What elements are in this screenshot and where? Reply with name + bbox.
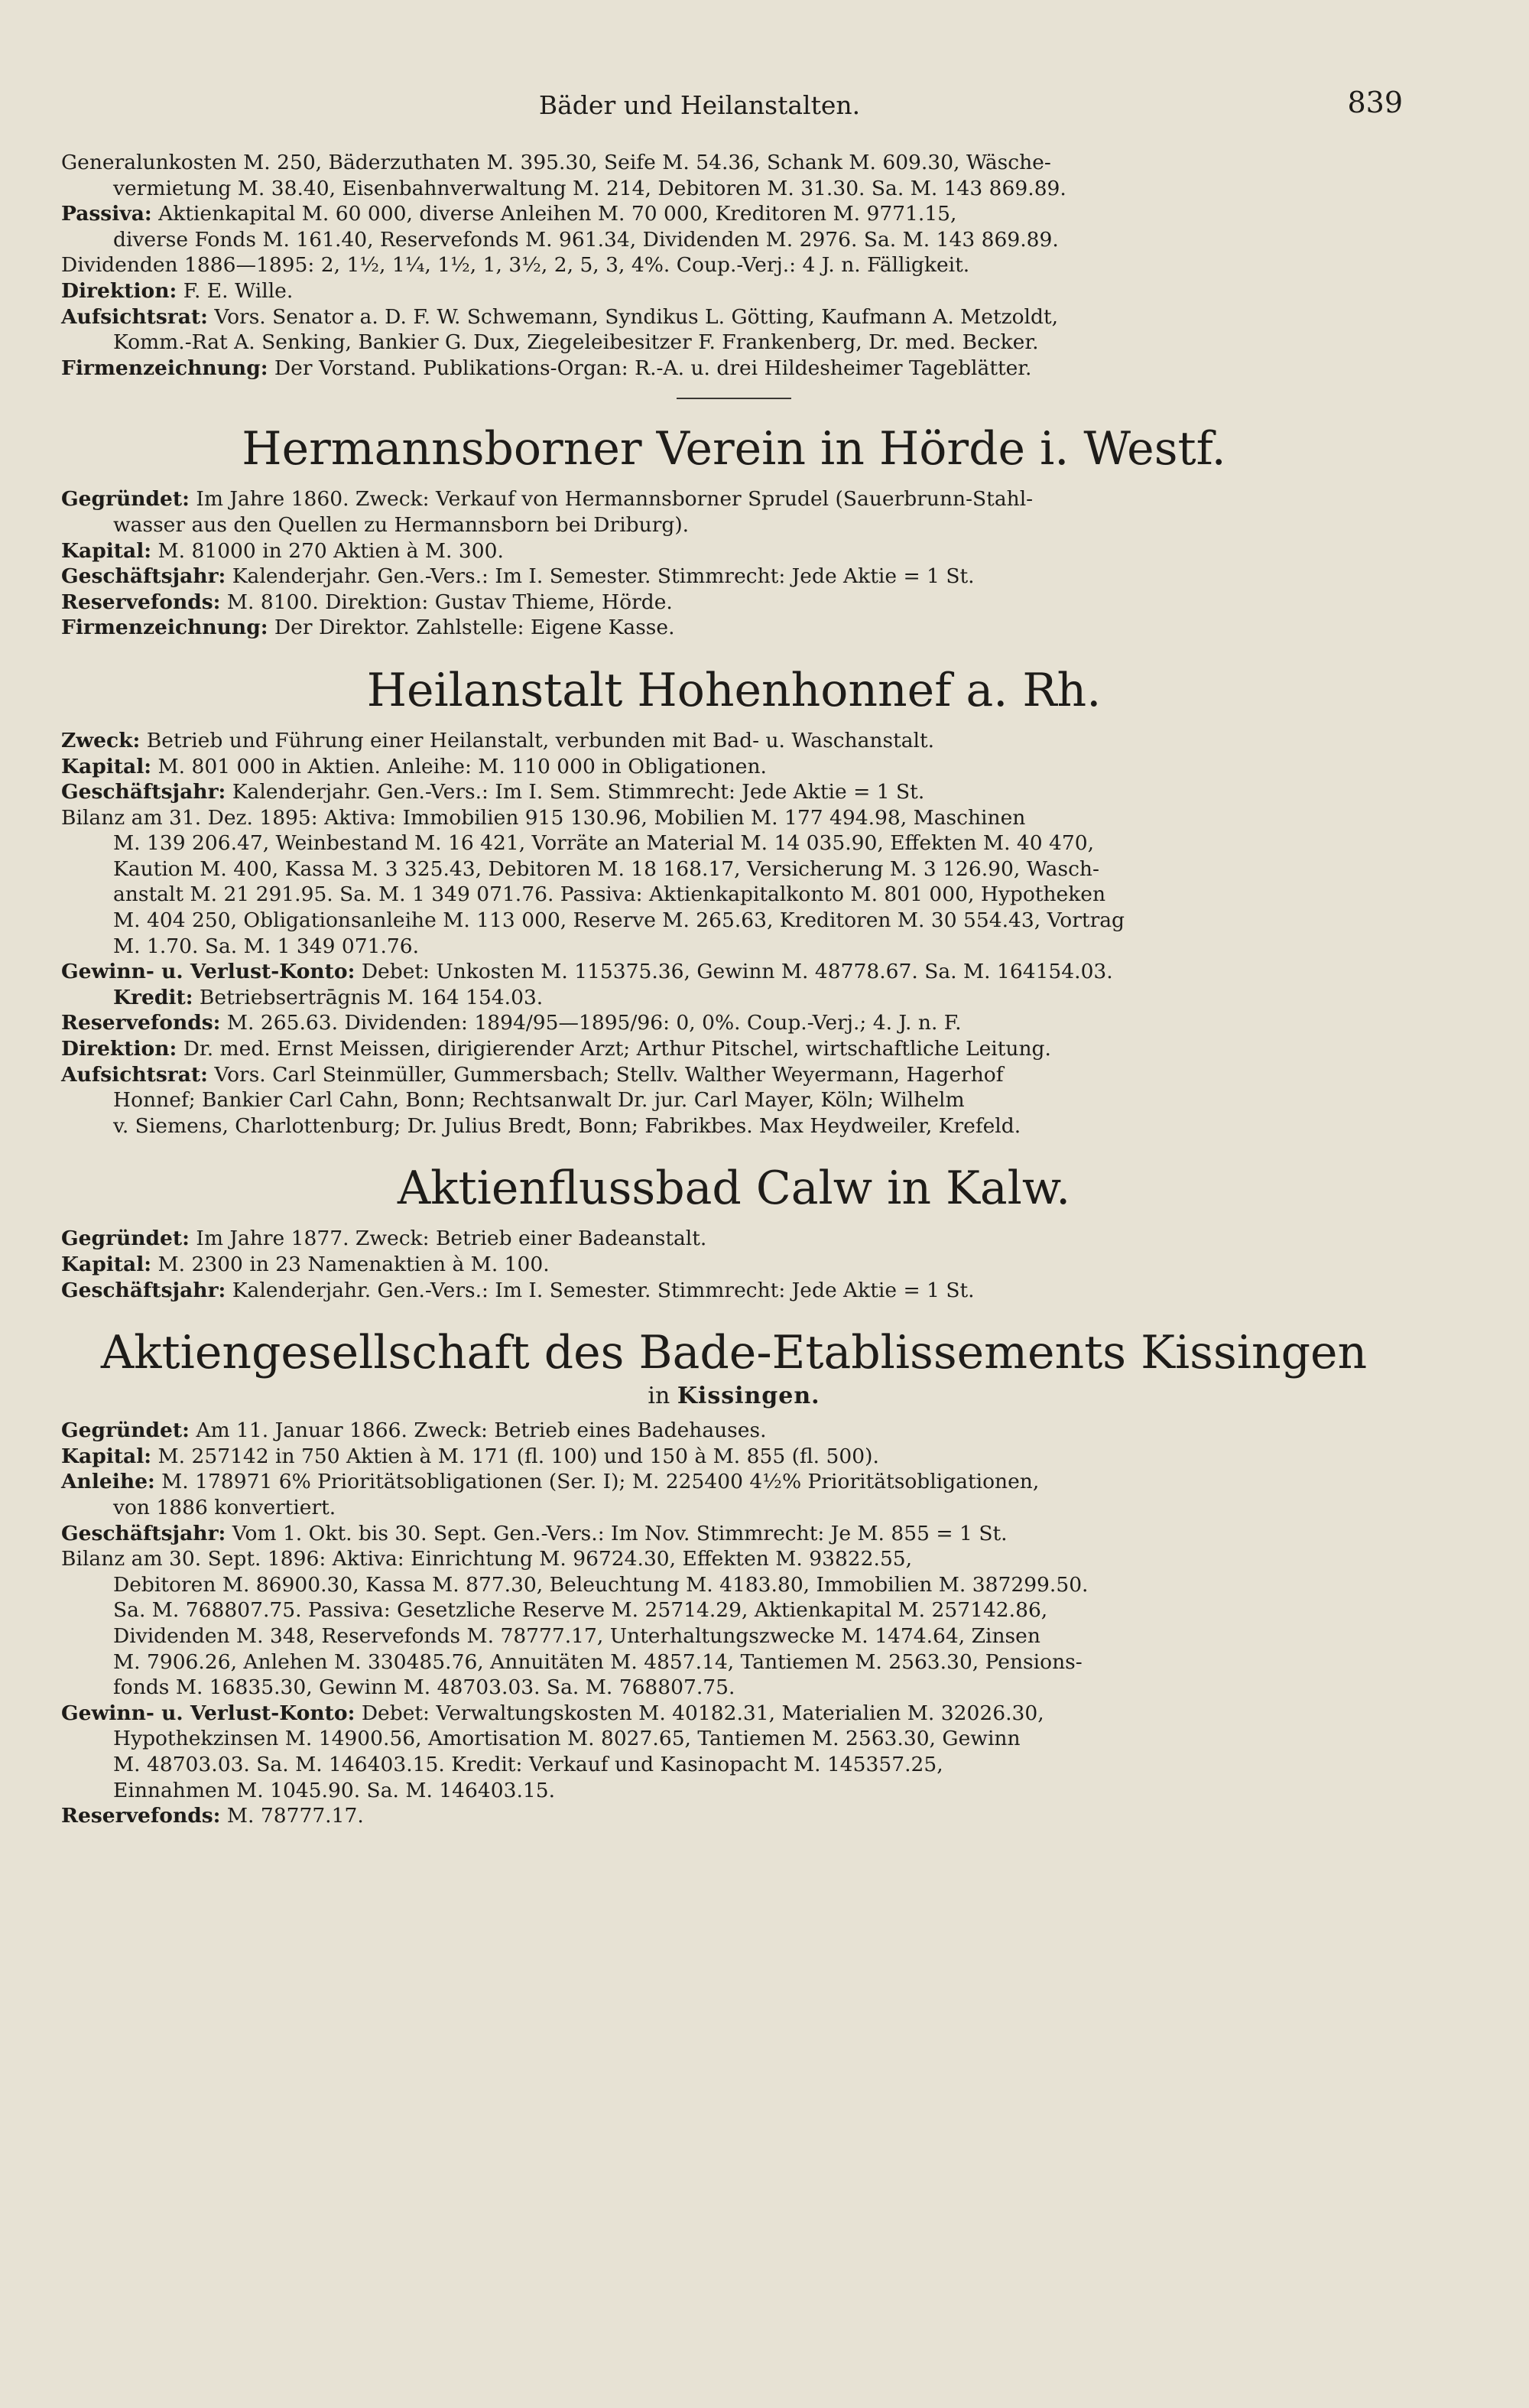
text-line: Aufsichtsrat: Vors. Carl Steinmüller, Gummersbach; Stellv. Walther Weyermann, Hagerhof (61, 1062, 1004, 1087)
text-line: diverse Fonds M. 161.40, Reservefonds M. 961.34, Dividenden M. 2976. Sa. M. 143 869.89. (113, 227, 1059, 252)
text-line: Aufsichtsrat: Vors. Senator a. D. F. W. Schwemann, Syndikus L. Götting, Kaufmann A. Metzoldt, (61, 304, 1059, 329)
entry-title: Heilanstalt Hohenhonnef a. Rh. (366, 663, 1102, 717)
field-label: Aufsichtsrat: (61, 1062, 208, 1087)
entry-title: Aktienflussbad Calw in Kalw. (397, 1162, 1071, 1216)
text-line: v. Siemens, Charlottenburg; Dr. Julius Bredt, Bonn; Fabrikbes. Max Heydweiler, Krefeld. (113, 1113, 1021, 1138)
subtitle-prefix: in (648, 1383, 670, 1410)
field-label: Geschäftsjahr: (61, 780, 226, 804)
text-line: Hypothekzinsen M. 14900.56, Amortisation M. 8027.65, Tantiemen M. 2563.30, Gewinn (113, 1727, 1021, 1751)
field-label: Kredit: (113, 985, 193, 1009)
field-label: Kapital: (61, 1253, 152, 1276)
page-body (61, 150, 1407, 1829)
text-line: Gegründet: Im Jahre 1877. Zweck: Betrieb einer Badeanstalt. (61, 1227, 707, 1251)
field-label: Direktion: (61, 278, 177, 303)
subtitle-place: Kissingen. (677, 1383, 820, 1410)
text-line: M. 1.70. Sa. M. 1 349 071.76. (113, 934, 420, 958)
continuation-entry (61, 150, 1407, 381)
text-line: Gewinn- u. Verlust-Konto: Debet: Unkosten M. 115375.36, Gewinn M. 48778.67. Sa. M. 164154.03. (61, 960, 1113, 984)
text-line: Firmenzeichnung: Der Direktor. Zahlstelle: Eigene Kasse. (61, 616, 675, 640)
running-head: Bäder und Heilanstalten. (538, 90, 861, 120)
field-label: Aufsichtsrat: (61, 304, 208, 329)
text-line: Gegründet: Im Jahre 1860. Zweck: Verkauf von Hermannsborner Sprudel (Sauerbrunn-Stahl- (61, 487, 1034, 512)
text-line: Reservefonds: M. 78777.17. (61, 1804, 364, 1828)
field-label: Geschäftsjahr: (61, 564, 226, 589)
text-line: Kapital: M. 801 000 in Aktien. Anleihe: M. 110 000 in Obligationen. (61, 754, 767, 778)
text-line: M. 139 206.47, Weinbestand M. 16 421, Vorräte an Material M. 14 035.90, Effekten M. 40 470, (113, 831, 1095, 856)
field-label: Gewinn- u. Verlust-Konto: (61, 1701, 355, 1725)
text-line: Generalunkosten M. 250, Bäderzuthaten M. 395.30, Seife M. 54.36, Schank M. 609.30, Wäsche- (61, 151, 1051, 174)
text-line: Kapital: M. 81000 in 270 Aktien à M. 300. (61, 538, 504, 563)
text-line: Kapital: M. 2300 in 23 Namenaktien à M. 100. (61, 1253, 550, 1276)
text-line: fonds M. 16835.30, Gewinn M. 48703.03. Sa. M. 768807.75. (113, 1675, 735, 1700)
entry-hohenhonnef (61, 664, 1407, 1139)
text-line: Kapital: M. 257142 in 750 Aktien à M. 171 (fl. 100) und 150 à M. 855 (fl. 500). (61, 1444, 879, 1468)
text-line: Gegründet: Am 11. Januar 1866. Zweck: Betrieb eines Badehauses. (61, 1418, 767, 1443)
text-line: Einnahmen M. 1045.90. Sa. M. 146403.15. (113, 1778, 556, 1802)
field-label: Zweck: (61, 728, 141, 752)
text-line: Geschäftsjahr: Kalenderjahr. Gen.-Vers.: Im I. Semester. Stimmrecht: Jede Aktie = 1 St. (61, 1278, 975, 1302)
text-line: Geschäftsjahr: Kalenderjahr. Gen.-Vers.: Im I. Sem. Stimmrecht: Jede Aktie = 1 St. (61, 780, 925, 804)
field-label: Gegründet: (61, 1227, 190, 1251)
field-label: Geschäftsjahr: (61, 1521, 226, 1545)
text-line: M. 48703.03. Sa. M. 146403.15. Kredit: Verkauf und Kasinopacht M. 145357.25, (113, 1752, 943, 1776)
entry-title: Aktiengesellschaft des Bade-Etablissements Kissingen (100, 1326, 1368, 1380)
page-number: 839 (1347, 86, 1403, 119)
text-line: Geschäftsjahr: Kalenderjahr. Gen.-Vers.: Im I. Semester. Stimmrecht: Jede Aktie = 1 St. (61, 564, 975, 589)
text-line: M. 7906.26, Anlehen M. 330485.76, Annuitäten M. 4857.14, Tantiemen M. 2563.30, Pensions- (113, 1649, 1083, 1674)
field-label: Reservefonds: (61, 1011, 221, 1035)
text-line: Direktion: Dr. med. Ernst Meissen, dirigierender Arzt; Arthur Pitschel, wirtschaftliche Leitung. (61, 1037, 1051, 1061)
text-line: Dividenden M. 348, Reservefonds M. 78777.17, Unterhaltungszwecke M. 1474.64, Zinsen (113, 1623, 1040, 1648)
text-line: Reservefonds: M. 8100. Direktion: Gustav Thieme, Hörde. (61, 590, 673, 614)
text-line: Kaution M. 400, Kassa M. 3 325.43, Debitoren M. 18 168.17, Versicherung M. 3 126.90, Wasch- (113, 856, 1099, 881)
field-label: Firmenzeichnung: (61, 356, 268, 380)
field-label: Gewinn- u. Verlust-Konto: (61, 960, 355, 984)
text-line: vermietung M. 38.40, Eisenbahnverwaltung M. 214, Debitoren M. 31.30. Sa. M. 143 869.89. (113, 176, 1066, 200)
field-label: Kapital: (61, 538, 152, 563)
text-line: Anleihe: M. 178971 6% Prioritätsobligationen (Ser. I); M. 225400 4½% Prioritätsobligationen, (61, 1470, 1040, 1494)
text-line: anstalt M. 21 291.95. Sa. M. 1 349 071.76. Passiva: Aktienkapitalkonto M. 801 000, Hypotheken (113, 882, 1106, 907)
text-line: Bilanz am 31. Dez. 1895: Aktiva: Immobilien 915 130.96, Mobilien M. 177 494.98, Maschinen (61, 805, 1026, 830)
field-label: Passiva: (61, 202, 152, 226)
entry-subtitle (61, 1383, 1407, 1410)
field-label: Reservefonds: (61, 1804, 221, 1828)
field-label: Gegründet: (61, 487, 190, 512)
text-line: Firmenzeichnung: Der Vorstand. Publikations-Organ: R.-A. u. drei Hildesheimer Tageblätter. (61, 356, 1032, 380)
text-line: Komm.-Rat A. Senking, Bankier G. Dux, Ziegeleibesitzer F. Frankenberg, Dr. med. Becker. (113, 330, 1039, 355)
text-line: M. 404 250, Obligationsanleihe M. 113 000, Reserve M. 265.63, Kreditoren M. 30 554.43, Vortrag (113, 908, 1125, 933)
field-label: Anleihe: (61, 1470, 155, 1494)
text-line: Gewinn- u. Verlust-Konto: Debet: Verwaltungskosten M. 40182.31, Materialien M. 32026.30, (61, 1701, 1044, 1725)
text-line: Zweck: Betrieb und Führung einer Heilanstalt, verbunden mit Bad- u. Waschanstalt. (61, 728, 935, 752)
text-line: Geschäftsjahr: Vom 1. Okt. bis 30. Sept. Gen.-Vers.: Im Nov. Stimmrecht: Je M. 855 = 1 St. (61, 1521, 1008, 1545)
text-line: Direktion: F. E. Wille. (61, 278, 294, 303)
text-line: Reservefonds: M. 265.63. Dividenden: 1894/95—1895/96: 0, 0%. Coup.-Verj.; 4. J. n. F. (61, 1011, 962, 1035)
text-line: Passiva: Aktienkapital M. 60 000, diverse Anleihen M. 70 000, Kreditoren M. 9771.15, (61, 202, 957, 226)
field-label: Firmenzeichnung: (61, 616, 268, 640)
section-divider (677, 398, 791, 399)
entry-kissingen (61, 1326, 1407, 1829)
field-label: Reservefonds: (61, 590, 221, 614)
text-line: Debitoren M. 86900.30, Kassa M. 877.30, Beleuchtung M. 4183.80, Immobilien M. 387299.50. (113, 1572, 1089, 1597)
text-line: Kredit: Betriebsertrāgnis M. 164 154.03. (113, 985, 544, 1009)
text-line: Bilanz am 30. Sept. 1896: Aktiva: Einrichtung M. 96724.30, Effekten M. 93822.55, (61, 1547, 913, 1571)
text-line: wasser aus den Quellen zu Hermannsborn bei Driburg). (113, 512, 690, 537)
field-label: Gegründet: (61, 1418, 190, 1443)
field-label: Kapital: (61, 1444, 152, 1468)
field-label: Direktion: (61, 1037, 177, 1061)
text-line: Honnef; Bankier Carl Cahn, Bonn; Rechtsanwalt Dr. jur. Carl Mayer, Köln; Wilhelm (113, 1088, 965, 1113)
text-line: von 1886 konvertiert. (113, 1495, 336, 1519)
entry-title: Hermannsborner Verein in Hörde i. Westf. (242, 422, 1226, 476)
field-label: Geschäftsjahr: (61, 1278, 226, 1302)
entry-hermannsborner (61, 422, 1407, 641)
text-line: Dividenden 1886—1895: 2, 1½, 1¼, 1½, 1, 3½, 2, 5, 3, 4%. Coup.-Verj.: 4 J. n. Fälligkeit. (61, 253, 970, 278)
text-line: Sa. M. 768807.75. Passiva: Gesetzliche Reserve M. 25714.29, Aktienkapital M. 257142.86, (113, 1598, 1048, 1623)
field-label: Kapital: (61, 754, 152, 778)
entry-calw (61, 1162, 1407, 1303)
